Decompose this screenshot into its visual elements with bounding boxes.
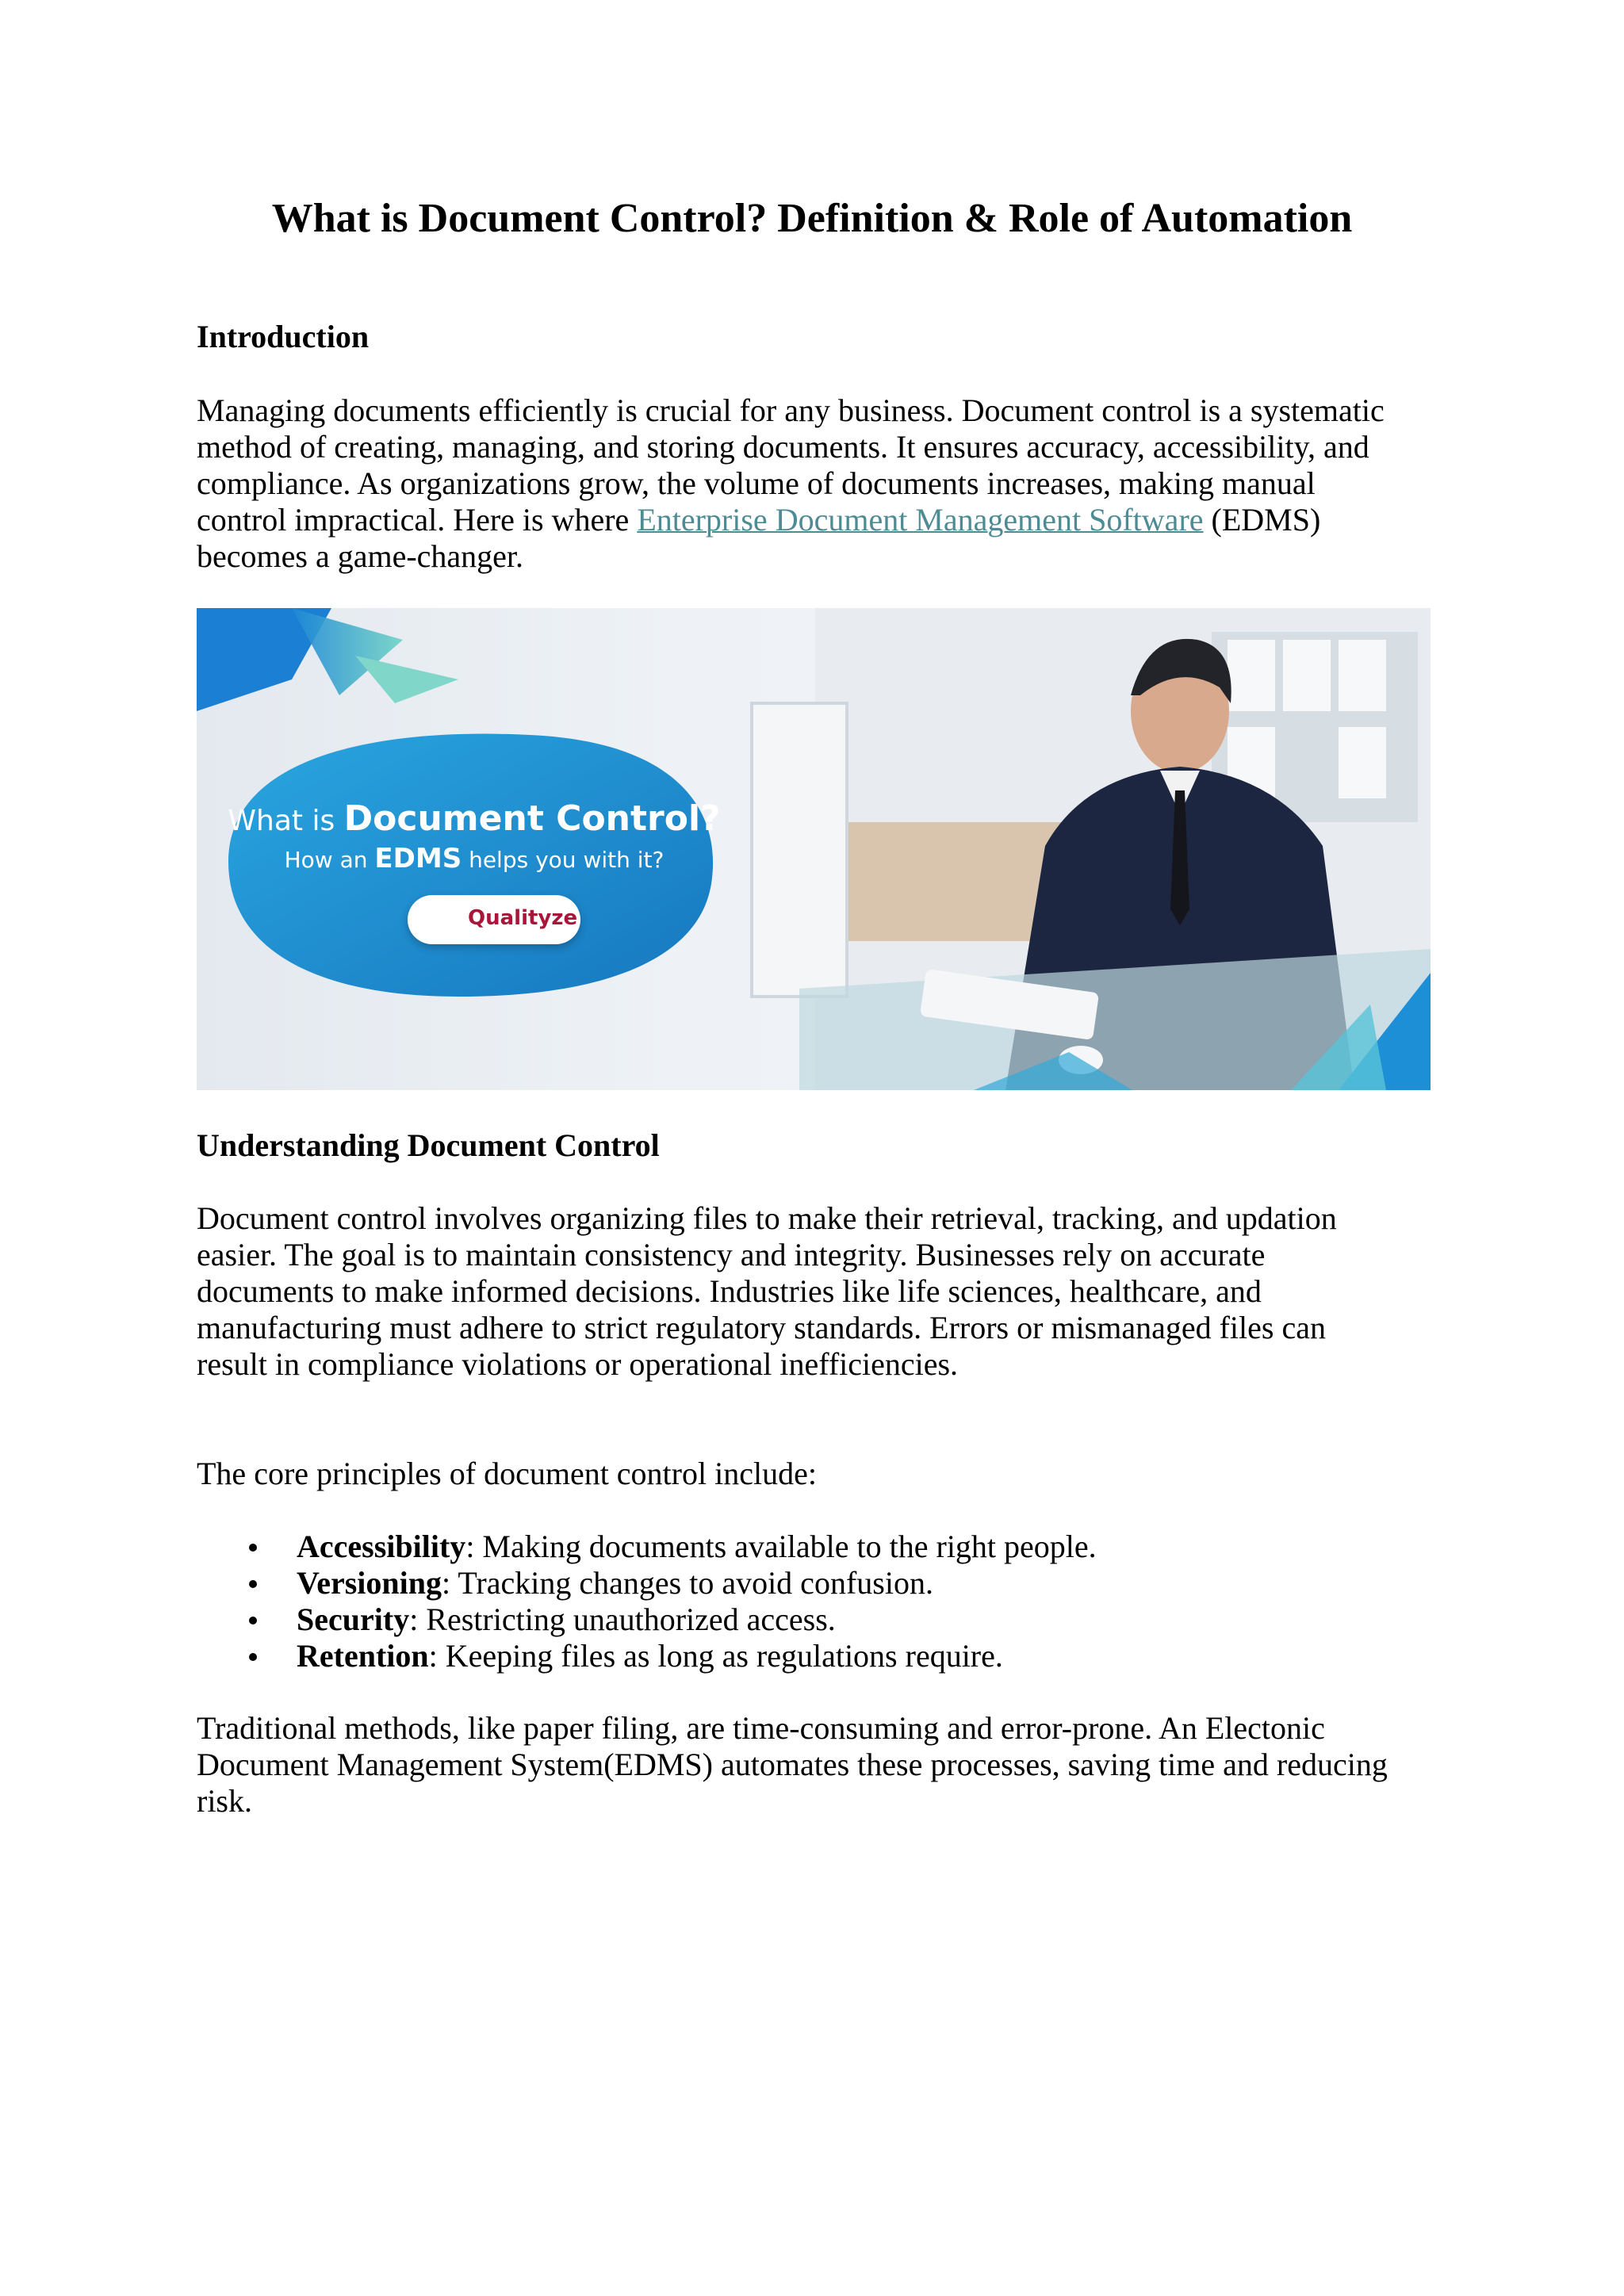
list-item <box>197 1529 1097 1565</box>
list-text: : Keeping files as long as regulations require. <box>428 1638 1003 1674</box>
bullet-icon <box>249 1617 257 1624</box>
text-line <box>197 502 1442 538</box>
text-line: Traditional methods, like paper filing, are time-consuming and error-prone. An Electonic <box>197 1710 1325 1746</box>
text-fragment: How an <box>284 847 375 873</box>
text-fragment: helps you with it? <box>462 847 665 873</box>
text-line: risk. <box>197 1783 252 1819</box>
list-item <box>197 1601 1097 1638</box>
list-text: : Tracking changes to avoid confusion. <box>442 1565 933 1601</box>
list-term: Security <box>297 1601 410 1637</box>
text-line: easier. The goal is to maintain consistency and integrity. Businesses rely on accurate <box>197 1237 1266 1272</box>
list-term: Versioning <box>297 1565 442 1601</box>
qualityze-logo <box>408 895 580 944</box>
principles-intro: The core principles of document control include: <box>197 1456 817 1491</box>
text-line: Document Management System(EDMS) automates these processes, saving time and reducing <box>197 1747 1388 1782</box>
text-fragment: control impractical. Here is where <box>197 502 638 538</box>
text-line: Managing documents efficiently is crucial for any business. Document control is a systematic <box>197 392 1385 428</box>
closing-paragraph <box>197 1710 1442 1820</box>
list-term: Accessibility <box>297 1529 466 1564</box>
text-line: result in compliance violations or operational inefficiencies. <box>197 1346 959 1382</box>
list-term: Retention <box>297 1638 429 1674</box>
text-fragment: Document Control? <box>343 798 721 839</box>
logo-text: Qualityze <box>468 906 578 930</box>
text-line: Document control involves organizing files to make their retrieval, tracking, and updation <box>197 1200 1337 1236</box>
text-line: documents to make informed decisions. Industries like life sciences, healthcare, and <box>197 1273 1262 1309</box>
text-fragment: What is <box>228 805 344 837</box>
text-line: compliance. As organizations grow, the volume of documents increases, making manual <box>197 465 1316 501</box>
bullet-icon <box>249 1580 257 1588</box>
understanding-heading: Understanding Document Control <box>197 1127 660 1163</box>
hero-image <box>197 608 1431 1090</box>
hero-title <box>197 798 752 839</box>
list-item <box>197 1565 1097 1601</box>
text-line: becomes a game-changer. <box>197 538 524 574</box>
intro-heading: Introduction <box>197 319 370 354</box>
hero-subtitle <box>197 843 752 874</box>
principles-list <box>197 1529 1097 1674</box>
text-line: method of creating, managing, and storing documents. It ensures accuracy, accessibility, and <box>197 429 1369 465</box>
intro-paragraph <box>197 392 1442 575</box>
page-title: What is Document Control? Definition & Role of Automation <box>271 196 1353 241</box>
text-line: manufacturing must adhere to strict regulatory standards. Errors or mismanaged files can <box>197 1310 1326 1345</box>
text-fragment: (EDMS) <box>1203 502 1321 538</box>
text-fragment: EDMS <box>374 843 462 874</box>
list-text: : Restricting unauthorized access. <box>409 1601 836 1637</box>
bullet-icon <box>249 1544 257 1552</box>
bullet-icon <box>249 1653 257 1661</box>
edms-link[interactable]: Enterprise Document Management Software <box>637 502 1204 538</box>
understanding-paragraph <box>197 1200 1442 1383</box>
list-text: : Making documents available to the right people. <box>465 1529 1097 1564</box>
list-item <box>197 1638 1097 1674</box>
